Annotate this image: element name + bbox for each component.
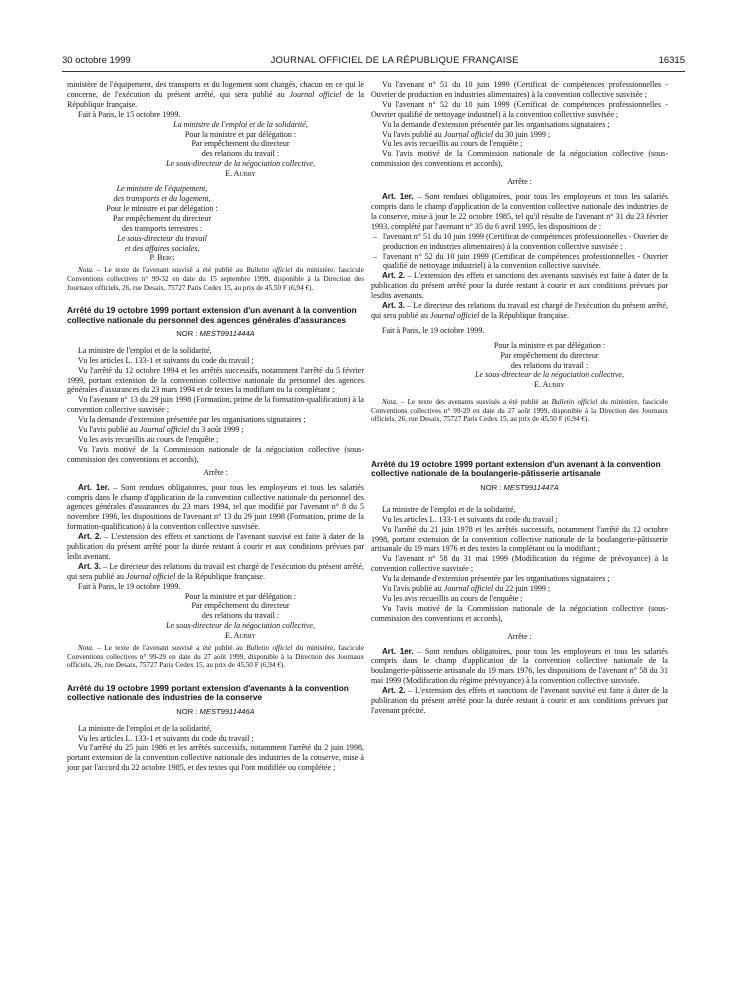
- nota-note: Nota. – Le texte des avenants susvisés a été publié au Bulletin officiel du ministère, fascicule Conventions collectives n° 99-29 en date du 27 août 1999, disponible à la Direction des Journaux officiels, 26, rue Desaix, 75727 Paris Cedex 15, au prix de 45,50 F (6,94 €).: [371, 398, 668, 424]
- visa-line: Vu les articles L. 133-1 et suivants du code du travail ;: [78, 355, 254, 365]
- visa-line: Vu la demande d'extension présentée par les organisations signataires ;: [78, 415, 306, 425]
- visa-line: Vu l'avis publié au Journal officiel du 22 juin 1999 ;: [382, 584, 551, 594]
- visa-line: Vu la demande d'extension présentée par les organisations signataires ;: [382, 574, 610, 584]
- visa-line: Vu l'avis motivé de la Commission nationale de la négociation collective (sous-commission des conventions et accords),: [67, 444, 364, 464]
- arrete-heading: Arrête :: [507, 177, 532, 187]
- visa-line: La ministre de l'emploi et de la solidarité,: [78, 723, 212, 733]
- running-header: [62, 53, 685, 67]
- decree-title-boulangerie: Arrêté du 19 octobre 1999 portant extension d'un avenant à la convention collective nationale de la boulangerie-pâtisserie artisanale: [371, 459, 661, 479]
- header-rule: [62, 71, 685, 72]
- article-2: Art. 2. – L'extension des effets et sanctions de l'avenant susvisé est faite à dater de la publication du présent arrêté pour la durée restant à courir et aux conditions prévues par ledit avenant.: [67, 532, 364, 561]
- avenant-list: [371, 232, 668, 272]
- list-item: – l'avenant n° 51 du 10 juin 1999 (Certificat de compétences professionnelles - Ouvrier de production en industries alimentaires) à la convention collective susvisée ;: [383, 232, 668, 252]
- article-2: Art. 2. – L'extension des effets et sanctions de l'avenant susvisé est faite à dater de la publication du présent arrêté pour la durée restant à courir et aux conditions prévues par l'avenant précité.: [371, 686, 668, 715]
- arrete-heading: Arrête :: [203, 467, 228, 477]
- visa-line: Vu les avis recueillis au cours de l'enquête ;: [382, 139, 523, 149]
- fait-date: Fait à Paris, le 15 octobre 1999.: [78, 109, 181, 119]
- visa-line: La ministre de l'emploi et de la solidarité,: [78, 345, 212, 355]
- header-date: 30 octobre 1999: [62, 54, 131, 66]
- header-page-number: 16315: [658, 54, 685, 66]
- visa-line: Vu les articles L. 133-1 et suivants du code du travail ;: [78, 733, 254, 743]
- signature-block: Pour la ministre et par délégation : Par empêchement du directeur des relations du travail : Le sous-directeur de la négociation collective, E. Aubry: [166, 591, 315, 641]
- visa-line: Vu la demande d'extension présentée par les organisations signataires ;: [382, 119, 610, 129]
- signature-equipment-ministry: Le ministre de l'équipement, des transports et du logement, Pour le ministre et par délégation : Par empêchement du directeur des transports terrestres : Le sous-directeur du travail et des affaires sociales, P. Berg: [106, 184, 218, 263]
- right-column: [371, 80, 668, 716]
- visa-line: Vu l'avis publié au Journal officiel du 3 août 1999 ;: [78, 425, 244, 435]
- left-column: [67, 80, 364, 773]
- nor-reference: NOR : MEST9911447A: [480, 482, 559, 492]
- header-journal-title: JOURNAL OFFICIEL DE LA RÉPUBLIQUE FRANÇAISE: [270, 54, 519, 66]
- visa-line: Vu l'avis motivé de la Commission nationale de la négociation collective (sous-commission des conventions et accords),: [371, 603, 668, 623]
- article-1: Art. 1er. – Sont rendues obligatoires, pour tous les employeurs et tous les salariés compris dans le champ d'application de la convention collective nationale du personnel des agences générales d'assurances du 23 mars 1994, tel que modifié par l'avenant n° 8 du 5 novembre 1996, les dispositions de l'avenant n° 13 du 29 juin 1998 (Formation, prime de la formation-qualification) à la convention collective susvisée.: [67, 482, 364, 532]
- visa-line: Vu l'avis publié au Journal officiel du 30 juin 1999 ;: [382, 129, 551, 139]
- fait-date: Fait à Paris, le 19 octobre 1999.: [382, 325, 485, 335]
- decree-title-assurances: Arrêté du 19 octobre 1999 portant extension d'un avenant à la convention collective nationale du personnel des agences générales d'assurances: [67, 305, 357, 325]
- visa-line: Vu l'arrêté du 21 juin 1978 et les arrêtés successifs, notamment l'arrêté du 12 octobre 1998, portant extension de la convention collective nationale de la boulangerie-pâtisserie artisanale du 19 mars 1976 et des textes la complétant ou la modifiant ;: [371, 524, 668, 554]
- decree-title-conserve: Arrêté du 19 octobre 1999 portant extension d'avenants à la convention collective nationale des industries de la conserve: [67, 682, 349, 703]
- article-3: Art. 3. – Le directeur des relations du travail est chargé de l'exécution du présent arrêté, qui sera publié au Journal officiel de la République française.: [371, 301, 669, 320]
- fait-date: Fait à Paris, le 19 octobre 1999.: [78, 581, 181, 591]
- article-1: Art. 1er. – Sont rendues obligatoires, pour tous les employeurs et tous les salariés compris dans le champ d'application de la convention collective nationale de la boulangerie-pâtisserie artisanale du 19 mars 1976, les dispositions de l'avenant n° 58 du 31 mai 1999 (Modification du régime prévoyance) à la convention collective susvisée.: [371, 646, 668, 686]
- arrete-heading: Arrête :: [507, 631, 532, 641]
- visa-line: Vu l'avenant n° 13 du 29 juin 1998 (Formation, prime de la formation-qualification) à la convention collective susvisée ;: [67, 395, 364, 415]
- visa-line: La ministre de l'emploi et de la solidarité,: [382, 504, 516, 514]
- visa-line: Vu l'avenant n° 52 du 10 juin 1999 (Certificat de compétences professionnelles - Ouvrier qualifié de nettoyage industriel) à la convention collective susvisée ;: [371, 99, 668, 119]
- signature-employment-ministry: La ministre de l'emploi et de la solidarité, Pour la ministre et par délégation : Par empêchement du directeur des relations du travail : Le sous-directeur de la négociation collective, E. Aubry: [166, 119, 315, 179]
- nor-reference: NOR : MEST9911444A: [176, 328, 255, 338]
- nor-reference: NOR : MEST9911446A: [176, 706, 255, 716]
- visa-line: Vu les avis recueillis au cours de l'enquête ;: [382, 593, 523, 603]
- visa-line: Vu les articles L. 133-1 et suivants du code du travail ;: [382, 514, 558, 524]
- list-item: – l'avenant n° 52 du 10 juin 1999 (Certificat de compétences professionnelles - Ouvrier qualifié de nettoyage industriel) à la convention collective susvisée.: [383, 252, 668, 272]
- article-3: Art. 3. – Le directeur des relations du travail est chargé de l'exécution du présent arrêté, qui sera publié au Journal officiel de la République française.: [67, 561, 365, 581]
- visa-line: Vu l'avenant n° 51 du 10 juin 1999 (Certificat de compétences professionnelles - Ouvrier de production en industries alimentaires) à la convention collective susvisée ;: [371, 80, 668, 99]
- visa-line: Vu l'arrêté du 25 juin 1986 et les arrêtés successifs, notamment l'arrêté du 2 juin 1998, portant extension de la convention collective nationale des industries de la conserve, mise à jour par l'accord du 22 octobre 1985, et des textes qui l'ont modifiée ou complétée ;: [67, 743, 364, 773]
- article-1: Art. 1er. – Sont rendues obligatoires, pour tous les employeurs et tous les salariés compris dans le champ d'application de la convention collective nationale des industries de la conserve, mise à jour le 22 octobre 1985, tel qu'il résulte de l'avenant n° 31 du 23 février 1993, complété par l'avenant n° 35 du 6 avril 1995, les dispositions de :: [371, 192, 668, 231]
- visa-line: Vu l'arrêté du 12 octobre 1994 et les arrêtés successifs, notamment l'arrêté du 5 février 1999, portant extension de la convention collective nationale du personnel des agences générales d'assurances du 23 mars 1994 et de textes la modifiant ou la complétant ;: [67, 365, 364, 395]
- signature-block: Pour la ministre et par délégation : Par empêchement du directeur des relations du travail : Le sous-directeur de la négociation collective, E. Aubry: [475, 340, 624, 390]
- article-2: Art. 2. – L'extension des effets et sanctions des avenants susvisés est faite à dater de la publication du présent arrêté pour la durée restant à courir et aux conditions prévues par lesdits avenants.: [371, 271, 668, 301]
- continued-paragraph: ministère de l'équipement, des transports et du logement sont chargés, chacun en ce qui le concerne, de l'exécution du présent arrêté, qui sera publié au Journal officiel de la République française.: [67, 80, 364, 109]
- visa-line: Vu l'avenant n° 58 du 31 mai 1999 (Modification du régime de prévoyance) à la convention collective susvisée ;: [371, 554, 668, 574]
- nota-note: Nota. – Le texte de l'avenant susvisé a été publié au Bulletin officiel du ministère, fascicule Conventions collectives n° 99-29 en date du 27 août 1999, disponible à la Direction des Journaux officiels, 26, rue Desaix, 75727 Paris Cedex 15, au prix de 45,50 F (6,94 €).: [67, 644, 364, 670]
- visa-line: Vu les avis recueillis au cours de l'enquête ;: [78, 434, 219, 444]
- visa-line: Vu l'avis motivé de la Commission nationale de la négociation collective (sous-commission des conventions et accords),: [371, 149, 668, 169]
- nota-note: Nota. – Le texte de l'avenant susvisé a été publié au Bulletin officiel du ministère, fascicule Conventions collectives n° 99-32 en date du 15 septembre 1999, disponible à la Direction des Journaux officiels, 26, rue Desaix, 75727 Paris Cedex 15, au prix de 45,50 F (6,94 €).: [67, 266, 364, 292]
